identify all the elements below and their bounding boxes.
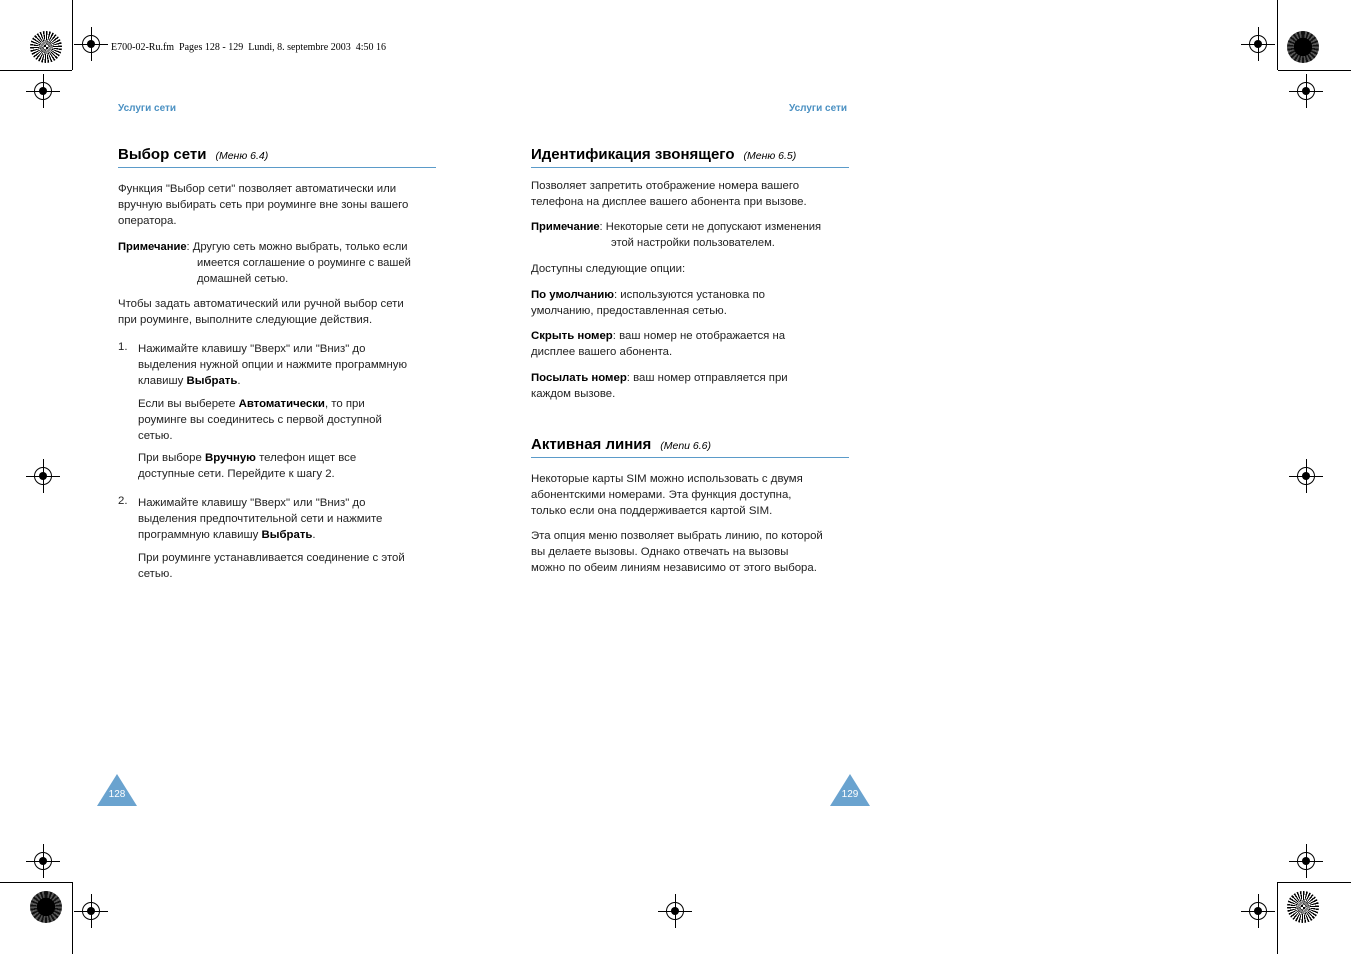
crop-mark (0, 882, 72, 883)
crop-mark (72, 882, 73, 954)
text-line: : ваш номер отправляется при (626, 372, 788, 384)
registration-mark-icon (34, 82, 52, 100)
option-default (531, 287, 765, 319)
text-line: : Другую сеть можно выбрать, только если (186, 241, 408, 253)
text-line: домашней сетью. (197, 273, 289, 286)
text-line: каждом вызове. (531, 388, 616, 401)
text-line: выделения нужной опции и нажмите программную (138, 359, 408, 372)
text-line: дисплее вашего абонента. (531, 346, 673, 359)
option-label: По умолчанию (531, 289, 614, 301)
menu-reference: (Меню 6.5) (743, 150, 797, 162)
registration-mark-icon (666, 902, 684, 920)
softkey-label: Выбрать (186, 375, 238, 388)
text-line: программную клавишу (138, 529, 262, 542)
text-line: умолчанию, предоставленная сетью. (531, 305, 727, 318)
registration-mark-icon (1249, 902, 1267, 920)
section-title-text: Выбор сети (118, 146, 207, 163)
text-line: сетью. (138, 568, 173, 581)
page-number: 128 (108, 789, 126, 800)
paragraph (531, 528, 823, 577)
registration-mark-icon (1297, 82, 1315, 100)
registration-mark-icon (1297, 467, 1315, 485)
softkey-label: Выбрать (261, 529, 313, 542)
section-rule (531, 457, 849, 458)
running-header-left: Услуги сети (118, 103, 177, 114)
note-block (118, 239, 448, 288)
registration-mark-icon (82, 902, 100, 920)
option-hide-number (531, 328, 785, 360)
text-line: оператора. (118, 215, 177, 228)
text-line: : используются установка по (613, 289, 765, 301)
text-line: только если она поддерживается картой SIM. (531, 505, 773, 518)
registration-mark-icon (34, 467, 52, 485)
text-line: сетью. (138, 430, 173, 443)
paragraph (531, 471, 803, 520)
option-label: Посылать номер (531, 372, 627, 384)
paragraph (531, 261, 685, 277)
text-line: : Некоторые сети не допускают изменения (599, 221, 822, 233)
text-line: абонентскими номерами. Эта функция доступна, (531, 489, 792, 502)
crop-mark (72, 0, 73, 70)
text-line: : ваш номер не отображается на (612, 330, 786, 342)
crop-mark (1277, 0, 1278, 70)
paragraph (531, 178, 807, 210)
section-title-text: Идентификация звонящего (531, 146, 735, 163)
text-line: при роуминге, выполните следующие действия. (118, 314, 373, 327)
menu-reference: (Menu 6.6) (660, 440, 712, 452)
text-line: доступные сети. Перейдите к шагу 2. (138, 468, 335, 481)
section-title-text: Активная линия (531, 436, 652, 453)
option-send-number (531, 370, 788, 402)
text-line: клавишу (138, 375, 187, 388)
crop-mark (1277, 882, 1278, 954)
step-1-automatic (138, 396, 382, 445)
text-line: При выборе (138, 452, 205, 464)
registration-mark-icon (34, 852, 52, 870)
text-line: телефон ищет все (255, 452, 357, 464)
option-label: Автоматически (238, 398, 325, 410)
menu-reference: (Меню 6.4) (215, 150, 269, 162)
text-line: , то при (324, 398, 365, 410)
paragraph (118, 181, 408, 230)
color-wheel-icon (1287, 891, 1319, 923)
text-line: выделения предпочтительной сети и нажмите (138, 513, 383, 526)
page-number: 129 (841, 789, 859, 800)
section-rule (531, 167, 849, 168)
option-label: Вручную (204, 452, 256, 464)
text-line: телефона на дисплее вашего абонента при вызове. (531, 196, 807, 209)
text-line: Эта опция меню позволяет выбрать линию, по которой (531, 530, 823, 542)
step-number: 2. (118, 495, 128, 507)
step-1-manual (138, 450, 356, 482)
text-line: имеется соглашение о роуминге с вашей (197, 257, 411, 270)
text-line: Позволяет запретить отображение номера вашего (531, 180, 800, 192)
option-label: Скрыть номер (531, 330, 613, 342)
step-2: Нажимайте клавишу "Вверх" или "Вниз" до выделения предпочтительной сети и нажмите программную клавишу Выбрать. (138, 497, 383, 542)
step-2-note (138, 550, 405, 582)
text-line: Некоторые карты SIM можно использовать с двумя (531, 473, 803, 485)
note-label: Примечание (118, 241, 187, 253)
text-line: Функция "Выбор сети" позволяет автоматически или (118, 183, 397, 195)
registration-mark-icon (1297, 852, 1315, 870)
section-title-active-line (531, 436, 711, 453)
registration-mark-icon (82, 35, 100, 53)
crop-mark (1278, 882, 1351, 883)
color-wheel-icon (30, 891, 62, 923)
step-number: 1. (118, 341, 128, 353)
text-line: Доступны следующие опции: (531, 263, 686, 275)
crop-mark (0, 70, 72, 71)
section-rule (118, 167, 436, 168)
crop-mark (1278, 70, 1351, 71)
color-wheel-icon (30, 31, 62, 63)
paragraph (118, 296, 404, 328)
section-title-network-selection (118, 146, 268, 163)
text-line: роуминге вы соединитесь с первой доступной (138, 414, 382, 427)
text-line: можно по обеим линиям независимо от этого выбора. (531, 562, 817, 575)
section-title-caller-id (531, 146, 796, 163)
text-line: Нажимайте клавишу "Вверх" или "Вниз" до (138, 497, 366, 509)
color-wheel-icon (1287, 31, 1319, 63)
registration-mark-icon (1249, 35, 1267, 53)
running-header-right: Услуги сети (789, 103, 848, 114)
text-line: вручную выбирать сеть при роуминге вне зоны вашего (118, 199, 409, 212)
text-line: Нажимайте клавишу "Вверх" или "Вниз" до (138, 343, 366, 355)
text-line: вы делаете вызовы. Однако отвечать на вызовы (531, 546, 789, 559)
file-info-line: E700-02-Ru.fm Pages 128 - 129 Lundi, 8. septembre 2003 4:50 16 (111, 42, 386, 53)
step-1: Нажимайте клавишу "Вверх" или "Вниз" до выделения нужной опции и нажмите программную клавишу Выбрать. (138, 343, 408, 388)
text-line: Чтобы задать автоматический или ручной выбор сети (118, 298, 404, 310)
note-block (531, 219, 861, 251)
text-line: этой настройки пользователем. (611, 237, 775, 250)
text-line: Если вы выберете (138, 398, 239, 410)
note-label: Примечание (531, 221, 600, 233)
text-line: При роуминге устанавливается соединение с этой (138, 552, 405, 564)
